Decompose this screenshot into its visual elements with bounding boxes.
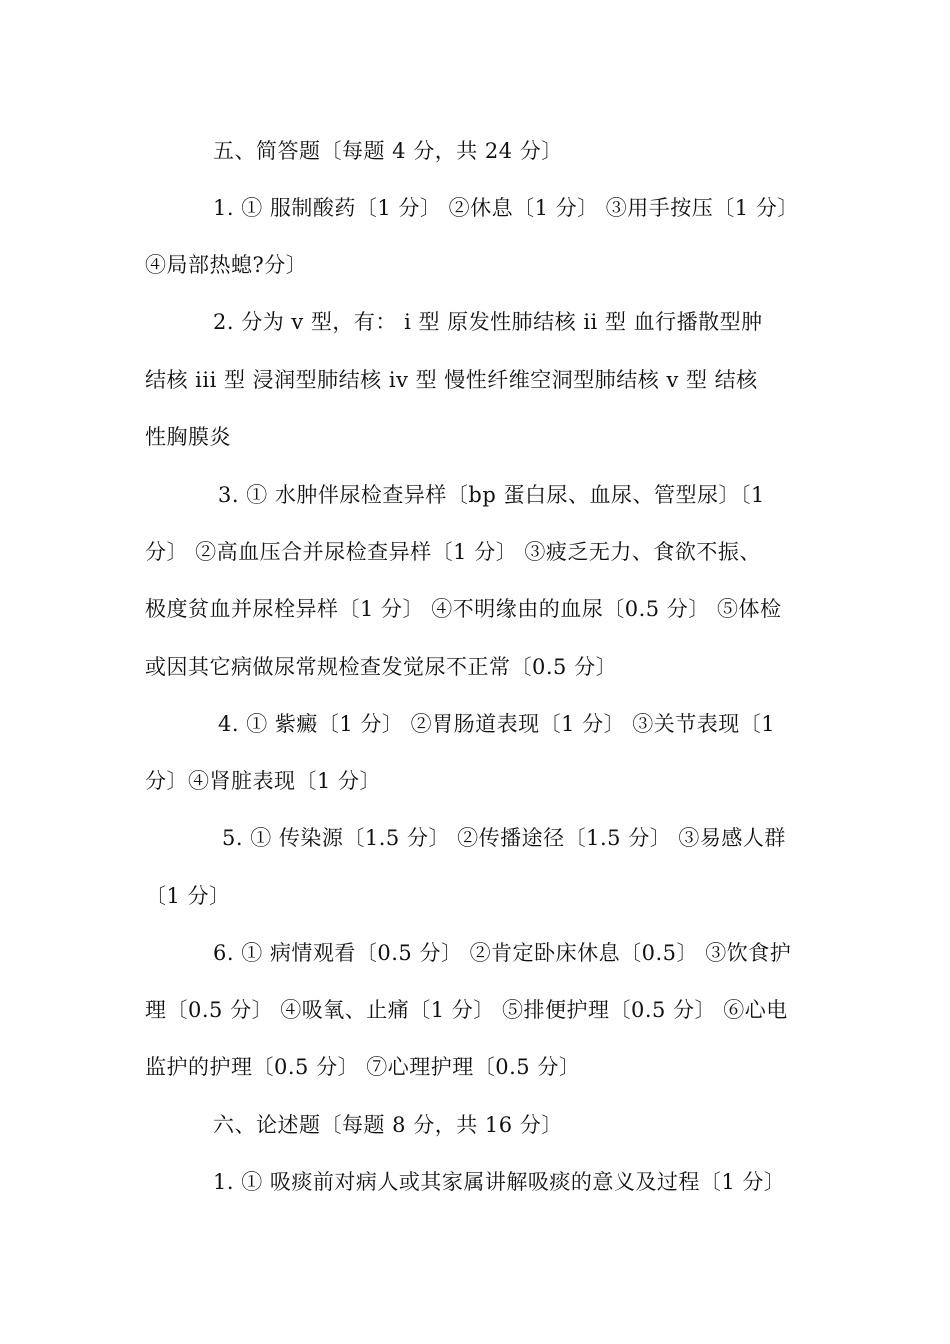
answer-line: 性胸膜炎 [145, 425, 231, 449]
answer-line: 或因其它病做尿常规检查发觉尿不正常〔0.5 分〕 [145, 655, 618, 679]
answer-line: 理〔0.5 分〕 ④吸氧、止痛〔1 分〕 ⑤排便护理〔0.5 分〕 ⑥心电 [145, 998, 788, 1022]
answer-line: 极度贫血并尿栓异样〔1 分〕 ④不明缘由的血尿〔0.5 分〕 ⑤体检 [145, 597, 782, 621]
answer-line: 6. ① 病情观看〔0.5 分〕 ②肯定卧床休息〔0.5〕 ③饮食护 [213, 941, 792, 965]
section-heading: 五、简答题〔每题 4 分，共 24 分〕 [213, 139, 563, 163]
answer-line: 5. ① 传染源〔1.5 分〕 ②传播途径〔1.5 分〕 ③易感人群 [222, 826, 786, 850]
answer-line: 3. ① 水肿伴尿检查异样〔bp 蛋白尿、血尿、管型尿〕〔1 [218, 483, 765, 507]
answer-line: 1. ① 吸痰前对病人或其家属讲解吸痰的意义及过程〔1 分〕 [213, 1170, 786, 1194]
answer-line: 1. ① 服制酸药〔1 分〕 ②休息〔1 分〕 ③用手按压〔1 分〕 [213, 196, 799, 220]
answer-line: 分〕 ②高血压合并尿检查异样〔1 分〕 ③疲乏无力、食欲不振、 [145, 540, 761, 564]
answer-line: 〔1 分〕 [145, 884, 231, 908]
answer-line: 分〕④肾脏表现〔1 分〕 [145, 769, 382, 793]
answer-line: 结核 iii 型 浸润型肺结核 iv 型 慢性纤维空洞型肺结核 v 型 结核 [145, 368, 758, 392]
section-heading: 六、论述题〔每题 8 分，共 16 分〕 [213, 1113, 563, 1137]
answer-line: 4. ① 紫癜〔1 分〕 ②胃肠道表现〔1 分〕 ③关节表现〔1 [218, 712, 776, 736]
answer-line: 监护的护理〔0.5 分〕 ⑦心理护理〔0.5 分〕 [145, 1055, 581, 1079]
answer-line: 2. 分为 v 型，有： i 型 原发性肺结核 ii 型 血行播散型肿 [213, 310, 763, 334]
answer-line: ④局部热螅?分〕 [145, 253, 308, 277]
